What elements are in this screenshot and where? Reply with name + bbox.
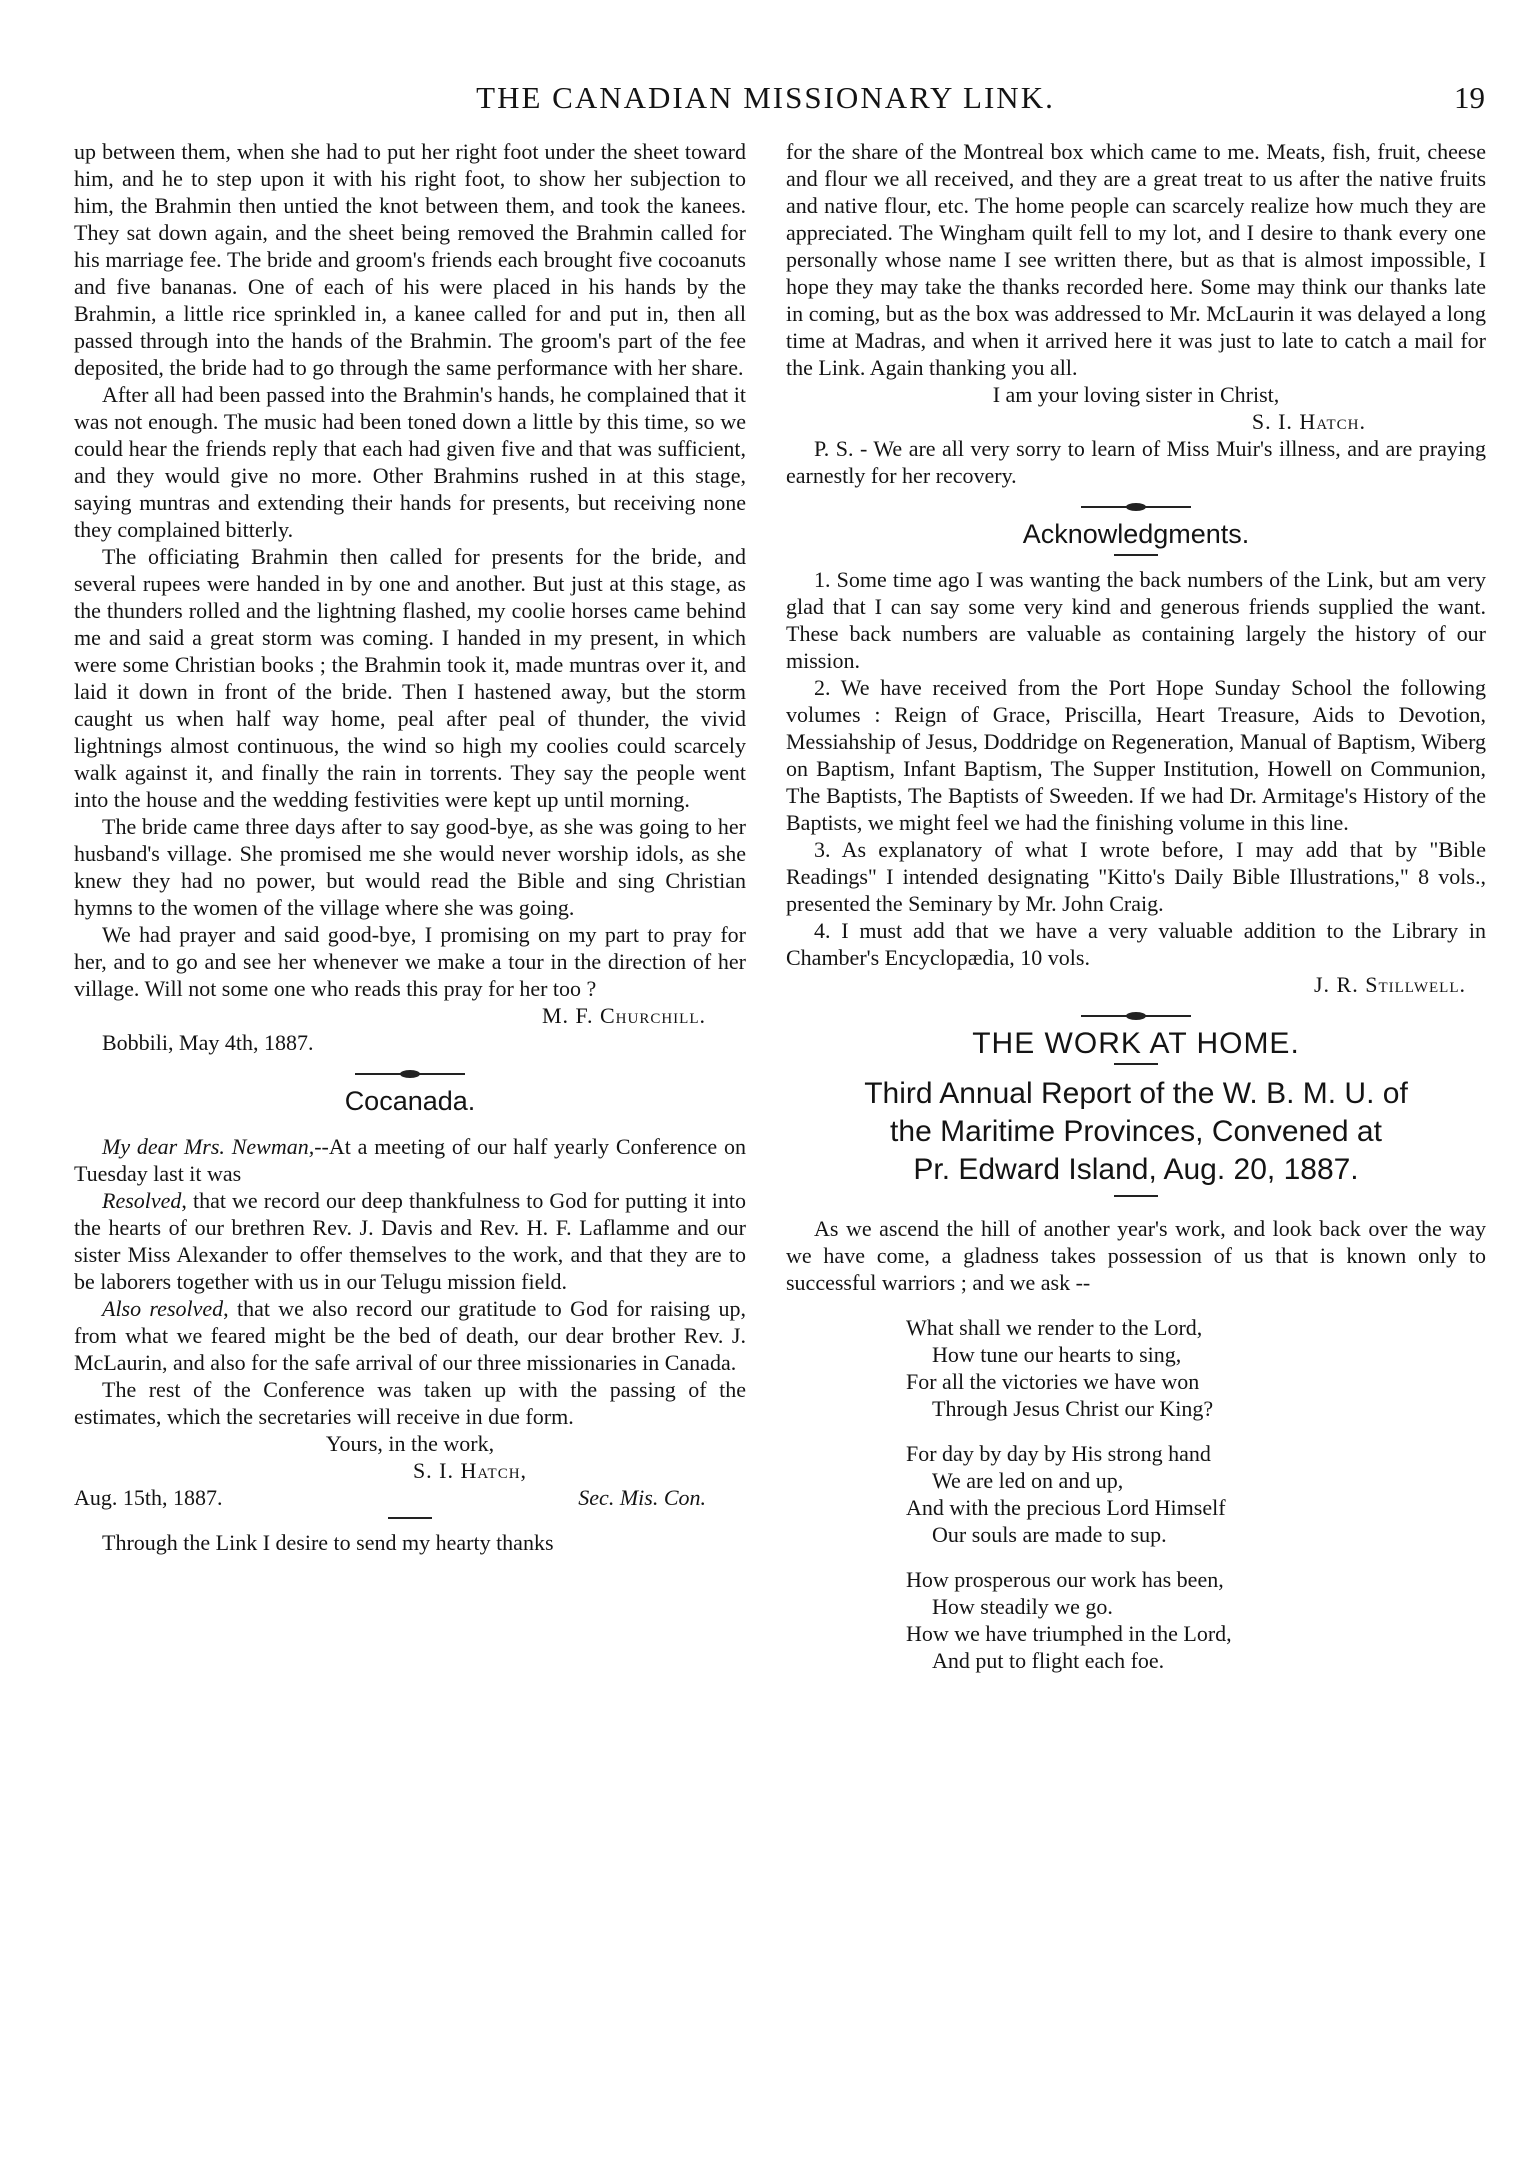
acknowledgment-item: 1. Some time ago I was wanting the back numbers of the Link, but am very glad that I can say some very kind and generous friends supplied the want. These back numbers are valuable as containing largely the history of our mission. bbox=[786, 567, 1486, 673]
salutation: My dear Mrs. Newman, bbox=[102, 1134, 315, 1159]
poem-line: And with the precious Lord Himself bbox=[906, 1495, 1226, 1520]
short-rule bbox=[388, 1517, 432, 1519]
page-header bbox=[0, 80, 1531, 124]
poem-stanza bbox=[906, 1314, 1486, 1422]
dateline: Bobbili, May 4th, 1887. bbox=[102, 1030, 314, 1055]
signer-title: Sec. Mis. Con. bbox=[578, 1485, 706, 1510]
resolution-paragraph bbox=[74, 1295, 746, 1376]
letter-closing: I am your loving sister in Christ, bbox=[992, 382, 1280, 407]
report-title bbox=[786, 1075, 1486, 1189]
acknowledgment-item: 3. As explanatory of what I wrote before, I may add that by "Bible Readings" I intended designating "Kitto's Daily Bible Illustrations," 8 vols., presented the Seminary by Mr. John Craig. bbox=[786, 837, 1486, 916]
article-paragraph: The rest of the Conference was taken up with the passing of the estimates, which the secretaries will receive in due form. bbox=[74, 1377, 746, 1429]
page-number: 19 bbox=[1454, 80, 1485, 115]
article-paragraph: After all had been passed into the Brahmin's hands, he complained that it was not enough. The music had been toned down a little by this time, so we could hear the friends reply that each had given five and that was sufficient, and they would give no more. Other Brahmins rushed in at this stage, saying muntras and extending their hands for presents, but receiving none they complained bitterly. bbox=[74, 382, 746, 542]
poem-line: How tune our hearts to sing, bbox=[932, 1342, 1182, 1367]
article-paragraph: The officiating Brahmin then called for presents for the bride, and several rupees were handed in by one and another. But just at this stage, as the thunders rolled and the lightning flashed, my coolie horses came behind me and said a great storm was coming. I handed in my present, in which were some Christian books ; the Brahmin took it, made muntras over it, and laid it down in front of the bride. Then I hastened away, but the storm caught us when half way home, peal after peal of thunder, the vivid lightnings almost continuous, the wind so high my coolies could scarcely walk against it, and finally the rain in torrents. They say the people went into the house and the wedding festivities were kept up until morning. bbox=[74, 544, 746, 812]
acknowledgment-signer: J. R. Stillwell. bbox=[1314, 972, 1466, 997]
ornament-divider bbox=[74, 1070, 746, 1078]
report-title-line: Pr. Edward Island, Aug. 20, 1887. bbox=[913, 1153, 1359, 1186]
section-heading-work-at-home: THE WORK AT HOME. bbox=[972, 1027, 1300, 1060]
resolution-paragraph bbox=[74, 1187, 746, 1295]
poem-line: What shall we render to the Lord, bbox=[906, 1315, 1203, 1340]
poem-stanza bbox=[906, 1440, 1486, 1548]
short-rule bbox=[1114, 1063, 1158, 1065]
resolution-text: , that we also record our gratitude to God for raising up, from what we feared might be the bed of death, our dear brother Rev. J. McLaurin, and also for the safe arrival of our three missionaries in Canada. bbox=[74, 1296, 747, 1375]
poem-line: For day by day by His strong hand bbox=[906, 1441, 1211, 1466]
letter-signer: S. I. Hatch. bbox=[1251, 409, 1366, 434]
ornament-divider bbox=[786, 503, 1486, 511]
article-paragraph: The bride came three days after to say good-bye, as she was going to her husband's village. She promised me she would never worship idols, as she knew they had no power, but would read the Bible and sing Christian hymns to the women of the village where she was going. bbox=[74, 814, 746, 920]
resolved-word: Resolved bbox=[102, 1188, 182, 1213]
letter-intro: --At a meeting of our half yearly Conference on Tuesday last it was bbox=[74, 1134, 746, 1186]
acknowledgment-item: 2. We have received from the Port Hope Sunday School the following volumes : Reign of Grace, Priscilla, Heart Treasure, Aids to Devotion, Messiahship of Jesus, Doddridge on Regeneration, Manual of Baptism, Wiberg on Baptism, Infant Baptism, The Supper Institution, Howell on Communion, The Baptists, The Baptists of Sweeden. If we had Dr. Armitage's History of the Baptists, we might feel we had the finishing volume in this line. bbox=[786, 675, 1486, 835]
short-rule bbox=[1114, 554, 1158, 556]
report-title-line: Third Annual Report of the W. B. M. U. of bbox=[864, 1077, 1408, 1110]
section-heading-cocanada: Cocanada. bbox=[344, 1086, 476, 1116]
acknowledgment-item: 4. I must add that we have a very valuable addition to the Library in Chamber's Encyclopædia, 10 vols. bbox=[786, 918, 1486, 970]
right-column bbox=[786, 138, 1486, 1692]
letter-closing: Yours, in the work, bbox=[325, 1431, 495, 1456]
date-signer-row bbox=[74, 1484, 746, 1511]
ornament-divider bbox=[786, 1012, 1486, 1020]
poem-line: For all the victories we have won bbox=[906, 1369, 1200, 1394]
section-heading-acknowledgments: Acknowledgments. bbox=[1022, 519, 1250, 549]
poem-line: We are led on and up, bbox=[932, 1468, 1124, 1493]
article-paragraph: Through the Link I desire to send my hearty thanks bbox=[102, 1530, 554, 1555]
poem-line: How we have triumphed in the Lord, bbox=[906, 1621, 1232, 1646]
poem bbox=[906, 1314, 1486, 1674]
poem-line: Our souls are made to sup. bbox=[932, 1522, 1167, 1547]
poem-line: How prosperous our work has been, bbox=[906, 1567, 1224, 1592]
letter-signer: S. I. Hatch, bbox=[412, 1458, 528, 1483]
letter-opening bbox=[74, 1133, 746, 1187]
poem-line: How steadily we go. bbox=[932, 1594, 1113, 1619]
poem-stanza bbox=[906, 1566, 1486, 1674]
poem-line: And put to flight each foe. bbox=[932, 1648, 1165, 1673]
postscript: P. S. - We are all very sorry to learn of Miss Muir's illness, and are praying earnestly for her recovery. bbox=[786, 436, 1486, 488]
poem-line: Through Jesus Christ our King? bbox=[932, 1396, 1214, 1421]
resolution-text: , that we record our deep thankfulness to God for putting it into the hearts of our brethren Rev. J. Davis and Rev. H. F. Laflamme and our sister Miss Alexander to offer themselves to the work, and that they are to be laborers together with us in our Telugu mission field. bbox=[74, 1188, 746, 1294]
report-intro: As we ascend the hill of another year's work, and look back over the way we have come, a gladness takes possession of us that is known only to successful warriors ; and we ask -- bbox=[786, 1216, 1486, 1295]
short-rule bbox=[1114, 1195, 1158, 1197]
article-paragraph: up between them, when she had to put her right foot under the sheet toward him, and he to step upon it with his right foot, to show her subjection to him, the Brahmin then untied the knot between them, and took the kanees. They sat down again, and the sheet being removed the Brahmin called for his marriage fee. The bride and groom's friends each brought five cocoanuts and five bananas. One of each of his were placed in his hands by the Brahmin, a little rice sprinkled in, a kanee called for and put in, then all passed through into the hands of the Brahmin. The groom's part of the fee deposited, the bride had to go through the same performance with her share. bbox=[74, 139, 746, 380]
signature: M. F. Churchill. bbox=[541, 1003, 706, 1028]
letter-date: Aug. 15th, 1887. bbox=[74, 1485, 223, 1510]
also-resolved-word: Also resolved bbox=[102, 1296, 224, 1321]
left-column bbox=[74, 138, 746, 1556]
article-paragraph: for the share of the Montreal box which came to me. Meats, fish, fruit, cheese and flour we all received, and they are a great treat to us after the native fruits and native flour, etc. The home people can scarcely realize how much they are appreciated. The Wingham quilt fell to my lot, and I desire to thank every one personally whose name I see written there, but as that is almost impossible, I hope they may take the thanks recorded here. Some may think our thanks late in coming, but as the box was addressed to Mr. McLaurin it was delayed a long time at Madras, and when it arrived here it was just to late to catch a mail for the Link. Again thanking you all. bbox=[786, 139, 1486, 380]
article-paragraph: We had prayer and said good-bye, I promising on my part to pray for her, and to go and see her whenever we make a tour in the direction of her village. Will not some one who reads this pray for her too ? bbox=[74, 922, 746, 1001]
publication-title: THE CANADIAN MISSIONARY LINK. bbox=[476, 80, 1055, 115]
report-title-line: the Maritime Provinces, Convened at bbox=[890, 1115, 1382, 1148]
